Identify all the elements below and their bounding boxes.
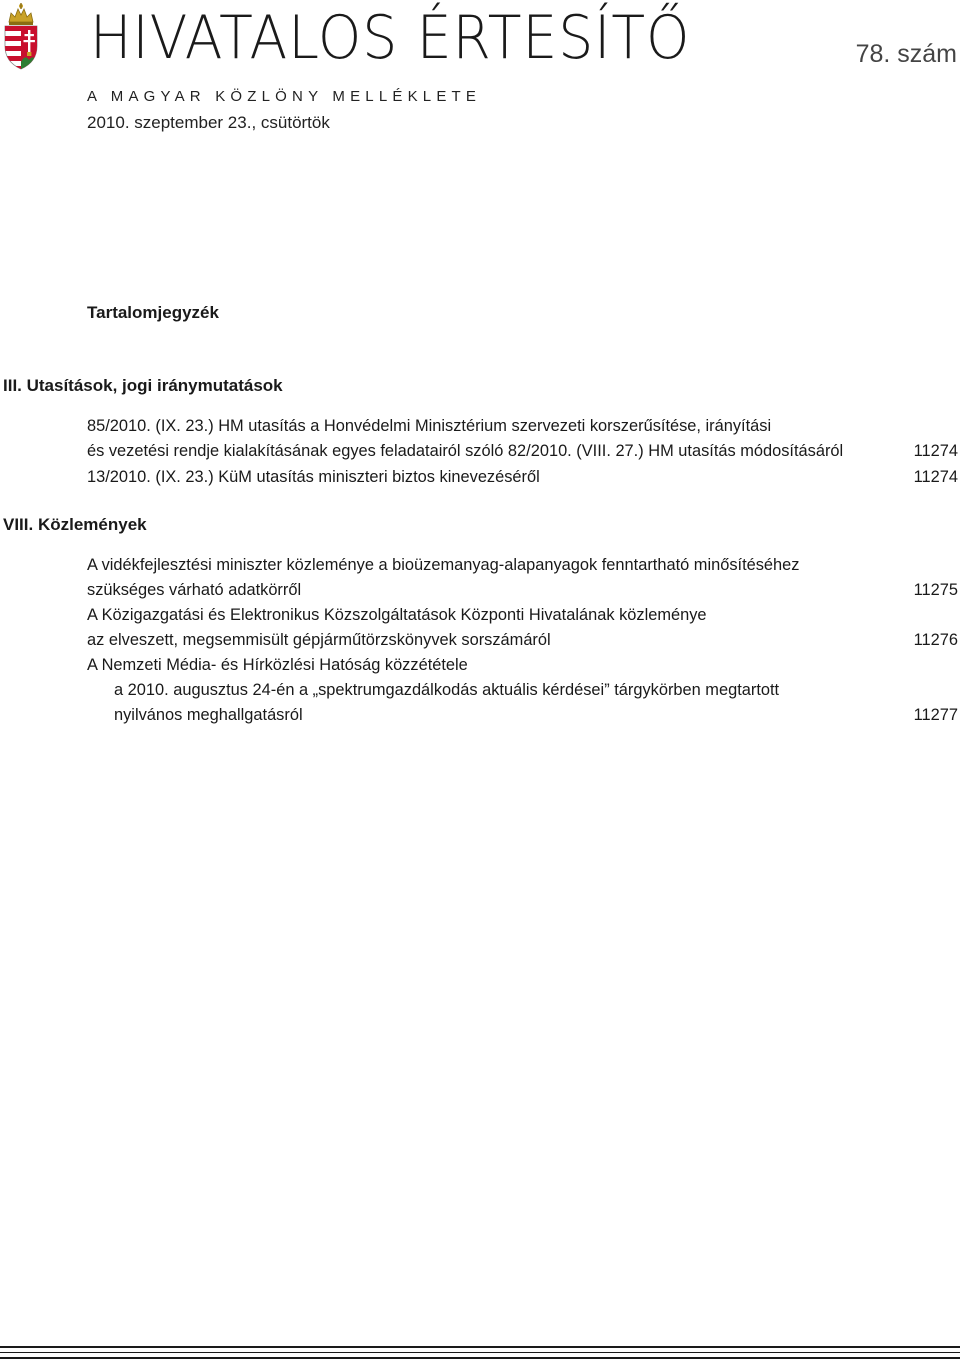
toc-page-number: 11274 bbox=[913, 442, 958, 460]
masthead-title: HIVATALOS ÉRTESÍTŐ bbox=[90, 3, 691, 73]
toc-entry-line: a 2010. augusztus 24-én a „spektrumgazdálkodás aktuális kérdései” tárgykörben megtartott bbox=[114, 681, 780, 699]
footer-rule bbox=[0, 1357, 960, 1359]
issue-number: 78. szám bbox=[855, 40, 957, 68]
toc-entry-line: nyilvános meghallgatásról bbox=[114, 706, 303, 724]
toc-page-number: 11275 bbox=[913, 581, 958, 599]
toc-entry-line: az elveszett, megsemmisült gépjárműtörzskönyvek sorszámáról bbox=[87, 631, 551, 649]
publication-date: 2010. szeptember 23., csütörtök bbox=[87, 113, 330, 132]
footer-rule bbox=[0, 1352, 960, 1353]
coat-of-arms-icon bbox=[2, 2, 40, 72]
toc-page-number: 11274 bbox=[913, 468, 958, 486]
toc-entry-line: szükséges várható adatkörről bbox=[87, 581, 302, 599]
toc-entry-line: 13/2010. (IX. 23.) KüM utasítás miniszteri biztos kinevezéséről bbox=[87, 468, 540, 486]
toc-entry-line: és vezetési rendje kialakításának egyes feladatairól szóló 82/2010. (VIII. 27.) HM utasítás módosításáról bbox=[87, 442, 844, 460]
toc-entry-line: A Közigazgatási és Elektronikus Közszolgáltatások Központi Hivatalának közleménye bbox=[87, 606, 707, 624]
toc-entry-line: 85/2010. (IX. 23.) HM utasítás a Honvédelmi Minisztérium szervezeti korszerűsítése, irányítási bbox=[87, 417, 772, 435]
toc-entry-line: A vidékfejlesztési miniszter közleménye a bioüzemanyag-alapanyagok fenntartható minősítéséhez bbox=[87, 556, 800, 574]
section-heading-iii: III. Utasítások, jogi iránymutatások bbox=[3, 376, 283, 395]
toc-page-number: 11277 bbox=[913, 706, 958, 724]
footer-rule bbox=[0, 1346, 960, 1348]
toc-entry-line: A Nemzeti Média- és Hírközlési Hatóság közzététele bbox=[87, 656, 468, 674]
toc-heading: Tartalomjegyzék bbox=[87, 303, 219, 322]
toc-page-number: 11276 bbox=[913, 631, 958, 649]
section-heading-viii: VIII. Közlemények bbox=[3, 515, 147, 534]
masthead-subtitle: A MAGYAR KÖZLÖNY MELLÉKLETE bbox=[87, 88, 482, 105]
